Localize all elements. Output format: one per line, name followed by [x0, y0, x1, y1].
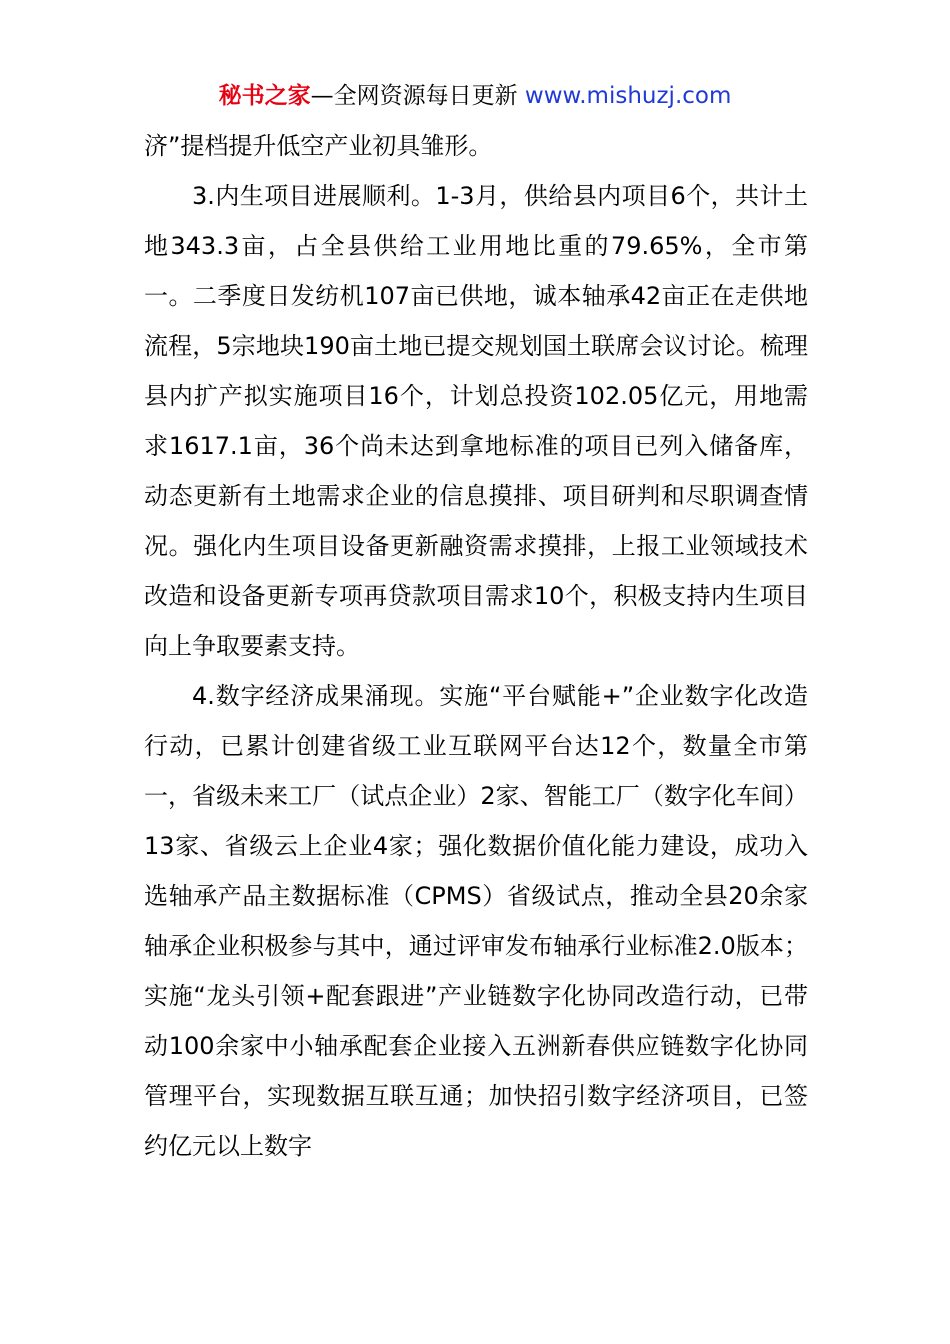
paragraph-digital-economy: 4.数字经济成果涌现。实施“平台赋能+”企业数字化改造行动，已累计创建省级工业互联网平台达12个，数量全市第一，省级未来工厂（试点企业）2家、智能工厂（数字化车间）13家、省级云上企业4家；强化数据价值化能力建设，成功入选轴承产品主数据标准（CPMS）省级试点，推动全县20余家轴承企业积极参与其中，通过评审发布轴承行业标准2.0版本；实施“龙头引领+配套跟进”产业链数字化协同改造行动，已带动100余家中小轴承配套企业接入五洲新春供应链数字化协同管理平台，实现数据互联互通；加快招引数字经济项目，已签约亿元以上数字: [144, 682, 808, 1160]
site-url-link[interactable]: www.mishuzj.com: [524, 83, 732, 109]
document-body: [144, 121, 808, 1171]
site-header: [0, 80, 950, 112]
brand-name: 秘书之家: [218, 83, 311, 109]
header-tagline: —全网资源每日更新: [310, 83, 525, 109]
paragraph-internal-projects: 3.内生项目进展顺利。1-3月，供给县内项目6个，共计土地343.3亩，占全县供给工业用地比重的79.65%，全市第一。二季度日发纺机107亩已供地，诚本轴承42亩正在走供地流程，5宗地块190亩土地已提交规划国土联席会议讨论。梳理县内扩产拟实施项目16个，计划总投资102.05亿元，用地需求1617.1亩，36个尚未达到拿地标准的项目已列入储备库，动态更新有土地需求企业的信息摸排、项目研判和尽职调查情况。强化内生项目设备更新融资需求摸排，上报工业领域技术改造和设备更新专项再贷款项目需求10个，积极支持内生项目向上争取要素支持。: [144, 182, 808, 660]
paragraph-continuation: 济”提档提升低空产业初具雏形。: [144, 132, 493, 160]
